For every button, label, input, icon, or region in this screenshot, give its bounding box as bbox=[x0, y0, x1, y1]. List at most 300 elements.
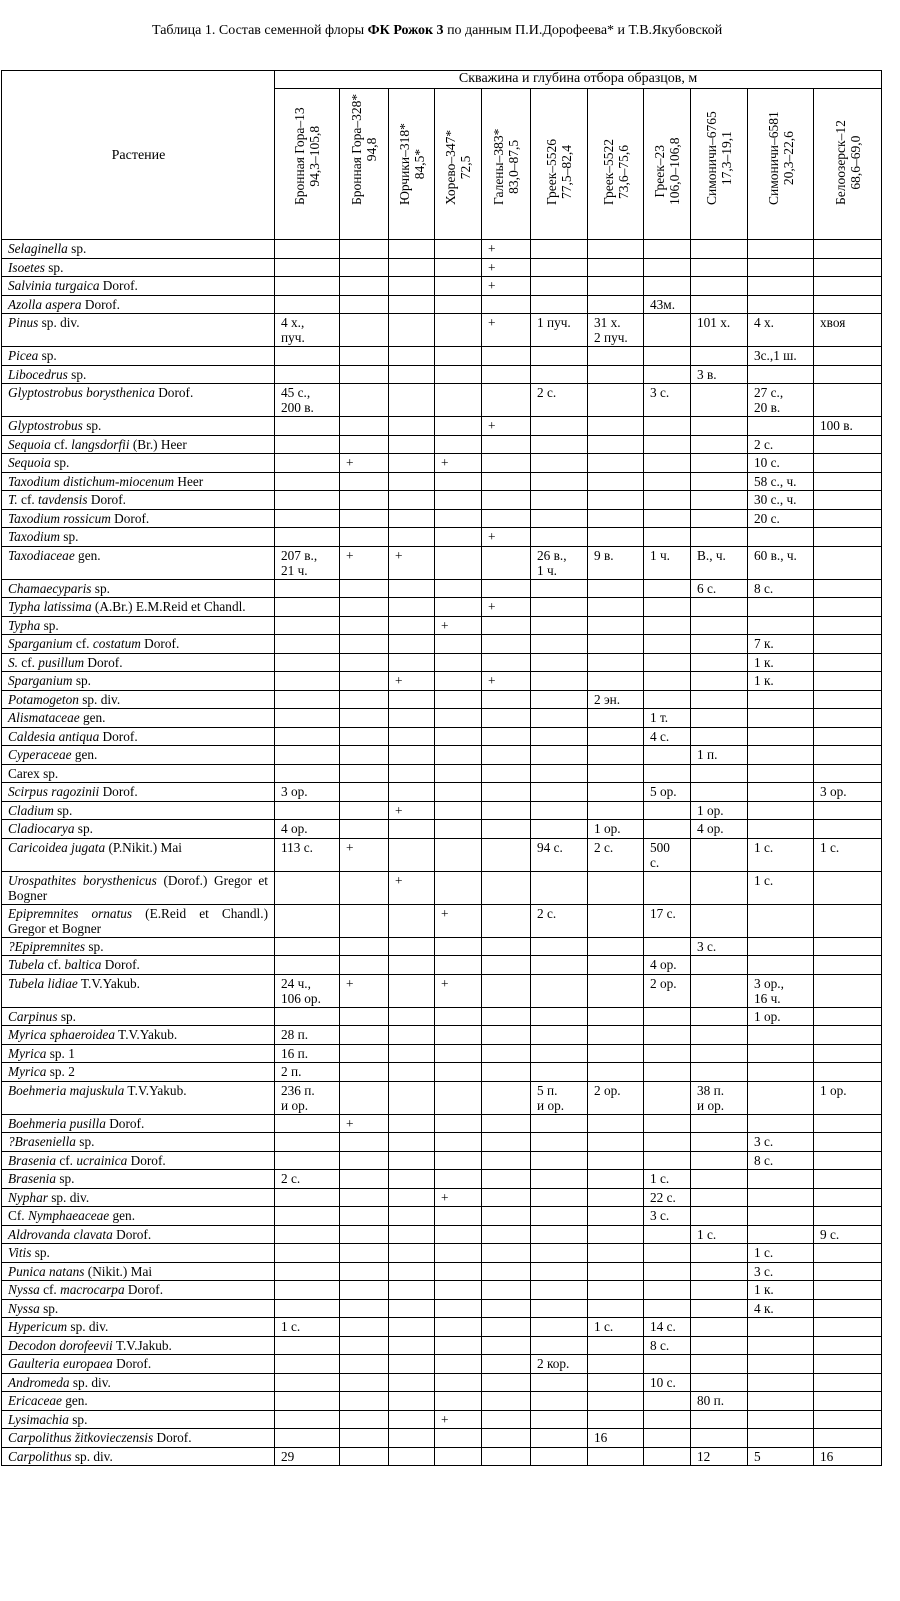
count-cell bbox=[531, 1188, 588, 1207]
count-cell bbox=[482, 690, 531, 709]
count-cell bbox=[275, 727, 340, 746]
count-cell: 4 х. bbox=[748, 314, 814, 347]
plant-name-text: Dorof. bbox=[99, 278, 138, 293]
count-cell bbox=[435, 1392, 482, 1411]
count-cell bbox=[814, 616, 882, 635]
count-cell bbox=[588, 528, 644, 547]
plant-name-italic: Aldrovanda clavata bbox=[8, 1226, 113, 1242]
count-cell bbox=[691, 709, 748, 728]
table-row bbox=[2, 598, 882, 617]
plant-name-text: Dorof. bbox=[84, 654, 123, 670]
plant-name-text: sp. bbox=[56, 1171, 75, 1186]
plant-name bbox=[2, 801, 275, 820]
plant-name-text: sp. bbox=[40, 617, 59, 633]
count-cell bbox=[748, 709, 814, 728]
count-cell bbox=[588, 672, 644, 691]
plant-name-italic: Carpinus bbox=[8, 1008, 58, 1024]
plant-name-italic: Nyphar bbox=[8, 1189, 48, 1205]
count-cell: 5 bbox=[748, 1447, 814, 1466]
count-cell: 236 п. и ор. bbox=[275, 1081, 340, 1114]
plant-name-italic: Tubela lidiae bbox=[8, 975, 78, 991]
count-cell: 1 пуч. bbox=[531, 314, 588, 347]
count-cell bbox=[389, 1170, 435, 1189]
borehole-column-header bbox=[814, 89, 882, 240]
count-cell bbox=[588, 1026, 644, 1045]
plant-name bbox=[2, 727, 275, 746]
count-cell: 9 в. bbox=[588, 546, 644, 579]
plant-name-text: Dorof. bbox=[127, 1152, 166, 1168]
count-cell bbox=[275, 598, 340, 617]
count-cell bbox=[275, 690, 340, 709]
count-cell bbox=[389, 435, 435, 454]
count-cell bbox=[340, 1063, 389, 1082]
count-cell: 10 с. bbox=[644, 1373, 691, 1392]
plant-name bbox=[2, 937, 275, 956]
count-cell bbox=[691, 295, 748, 314]
count-cell bbox=[748, 1063, 814, 1082]
count-cell bbox=[435, 1447, 482, 1466]
plant-name-italic: Carpolithus žitkovieczensis bbox=[8, 1430, 154, 1445]
plant-name bbox=[2, 1244, 275, 1263]
table-row bbox=[2, 1114, 882, 1133]
count-cell bbox=[275, 365, 340, 384]
borehole-name: Греек–5522 bbox=[600, 139, 616, 205]
count-cell bbox=[435, 1355, 482, 1374]
count-cell bbox=[588, 1114, 644, 1133]
plant-name-italic: Decodon dorofeevii bbox=[8, 1337, 113, 1353]
count-cell bbox=[748, 783, 814, 802]
plant-name bbox=[2, 240, 275, 259]
plant-name-italic: Taxodium distichum-miocenum bbox=[8, 473, 175, 489]
count-cell bbox=[435, 709, 482, 728]
count-cell: 2 с. bbox=[531, 904, 588, 937]
count-cell bbox=[588, 1151, 644, 1170]
borehole-name: Белоозерск–12 bbox=[832, 120, 848, 205]
count-cell bbox=[275, 1410, 340, 1429]
count-cell bbox=[588, 709, 644, 728]
count-cell bbox=[482, 1225, 531, 1244]
count-cell bbox=[435, 690, 482, 709]
count-cell: 8 с. bbox=[644, 1336, 691, 1355]
count-cell bbox=[588, 435, 644, 454]
count-cell: 1 т. bbox=[644, 709, 691, 728]
table-row bbox=[2, 1026, 882, 1045]
count-cell bbox=[814, 1244, 882, 1263]
count-cell bbox=[340, 1225, 389, 1244]
count-cell bbox=[644, 635, 691, 654]
count-cell bbox=[389, 690, 435, 709]
count-cell bbox=[588, 635, 644, 654]
count-cell bbox=[389, 1318, 435, 1337]
count-cell bbox=[814, 1207, 882, 1226]
plant-name-text: sp. div. bbox=[78, 691, 121, 707]
plant-name-italic: Nyssa bbox=[8, 1300, 40, 1316]
count-cell: 80 п. bbox=[691, 1392, 748, 1411]
count-cell: + bbox=[435, 616, 482, 635]
plant-name-italic: Nyssa bbox=[8, 1282, 40, 1297]
count-cell bbox=[340, 1410, 389, 1429]
count-cell: 6 с. bbox=[691, 579, 748, 598]
count-cell bbox=[814, 1299, 882, 1318]
count-cell bbox=[389, 509, 435, 528]
plant-name-text: sp. bbox=[68, 1411, 88, 1427]
count-cell bbox=[340, 435, 389, 454]
plant-name-italic: Boehmeria majuskula bbox=[8, 1082, 125, 1098]
count-cell bbox=[644, 314, 691, 347]
plant-name-italic: S. bbox=[8, 654, 18, 670]
plant-name bbox=[2, 454, 275, 473]
count-cell: 3 с. bbox=[748, 1133, 814, 1152]
count-cell bbox=[748, 417, 814, 436]
plant-name-italic: Caldesia antiqua bbox=[8, 728, 100, 744]
count-cell bbox=[814, 454, 882, 473]
count-cell bbox=[340, 314, 389, 347]
count-cell bbox=[644, 435, 691, 454]
count-cell bbox=[482, 347, 531, 366]
count-cell bbox=[482, 1336, 531, 1355]
count-cell bbox=[531, 1063, 588, 1082]
count-cell bbox=[482, 472, 531, 491]
plant-name-italic: Myrica bbox=[8, 1064, 47, 1079]
table-row bbox=[2, 1447, 882, 1466]
count-cell bbox=[340, 528, 389, 547]
plant-name-text: gen. bbox=[109, 1208, 136, 1223]
borehole-column-header bbox=[275, 89, 340, 240]
count-cell bbox=[389, 653, 435, 672]
plant-name bbox=[2, 672, 275, 691]
table-row bbox=[2, 1225, 882, 1244]
count-cell bbox=[814, 801, 882, 820]
plant-name-text: (P.Nikit.) Mai bbox=[105, 839, 182, 855]
count-cell: хвоя bbox=[814, 314, 882, 347]
count-cell bbox=[531, 690, 588, 709]
count-cell bbox=[814, 1429, 882, 1448]
borehole-column-header bbox=[588, 89, 644, 240]
count-cell bbox=[814, 1410, 882, 1429]
plant-name-italic: Chamaecyparis bbox=[8, 580, 92, 596]
plant-name-italic: Selaginella bbox=[8, 241, 68, 256]
table-row bbox=[2, 1429, 882, 1448]
table-row bbox=[2, 295, 882, 314]
count-cell bbox=[389, 1114, 435, 1133]
count-cell: 16 bbox=[814, 1447, 882, 1466]
count-cell bbox=[814, 546, 882, 579]
count-cell bbox=[531, 491, 588, 510]
count-cell bbox=[691, 1281, 748, 1300]
count-cell bbox=[275, 871, 340, 904]
plant-name bbox=[2, 347, 275, 366]
plant-name-italic: Gaulteria europaea bbox=[8, 1356, 113, 1371]
count-cell bbox=[435, 1114, 482, 1133]
count-cell bbox=[531, 1318, 588, 1337]
plant-name-italic: Libocedrus bbox=[8, 366, 68, 382]
plant-name-italic: Sparganium bbox=[8, 636, 73, 651]
count-cell: 1 п. bbox=[691, 746, 748, 765]
count-cell bbox=[531, 1114, 588, 1133]
count-cell: + bbox=[435, 1188, 482, 1207]
count-cell bbox=[389, 764, 435, 783]
table-row bbox=[2, 1410, 882, 1429]
count-cell bbox=[644, 1410, 691, 1429]
plant-name bbox=[2, 1133, 275, 1152]
count-cell bbox=[482, 1392, 531, 1411]
plant-column-header: Растение bbox=[2, 71, 275, 240]
count-cell bbox=[340, 937, 389, 956]
count-cell bbox=[275, 258, 340, 277]
count-cell bbox=[389, 727, 435, 746]
count-cell bbox=[531, 1044, 588, 1063]
borehole-column-header bbox=[691, 89, 748, 240]
count-cell bbox=[748, 1207, 814, 1226]
table-row bbox=[2, 871, 882, 904]
count-cell bbox=[588, 1447, 644, 1466]
plant-name-italic: Taxodium rossicum bbox=[8, 510, 111, 526]
count-cell bbox=[748, 1373, 814, 1392]
plant-name bbox=[2, 1188, 275, 1207]
count-cell bbox=[275, 277, 340, 296]
count-cell bbox=[389, 1336, 435, 1355]
count-cell bbox=[275, 1225, 340, 1244]
count-cell bbox=[482, 1081, 531, 1114]
count-cell: 14 с. bbox=[644, 1318, 691, 1337]
count-cell bbox=[814, 956, 882, 975]
count-cell bbox=[340, 1447, 389, 1466]
count-cell: 1 ор. bbox=[748, 1007, 814, 1026]
count-cell: 1 с. bbox=[644, 1170, 691, 1189]
count-cell bbox=[389, 1262, 435, 1281]
count-cell bbox=[691, 472, 748, 491]
count-cell: + bbox=[389, 801, 435, 820]
count-cell bbox=[644, 347, 691, 366]
count-cell bbox=[340, 1244, 389, 1263]
count-cell bbox=[531, 579, 588, 598]
count-cell bbox=[691, 1133, 748, 1152]
count-cell bbox=[389, 838, 435, 871]
table-caption bbox=[0, 20, 900, 42]
count-cell bbox=[275, 937, 340, 956]
count-cell: 113 с. bbox=[275, 838, 340, 871]
plant-name bbox=[2, 1447, 275, 1466]
borehole-column-header bbox=[748, 89, 814, 240]
count-cell bbox=[435, 746, 482, 765]
count-cell bbox=[814, 509, 882, 528]
count-cell bbox=[588, 1299, 644, 1318]
borehole-column-header bbox=[340, 89, 389, 240]
count-cell bbox=[691, 616, 748, 635]
plant-name bbox=[2, 491, 275, 510]
plant-name-text: Dorof. bbox=[101, 957, 140, 972]
count-cell bbox=[691, 690, 748, 709]
count-cell bbox=[275, 1262, 340, 1281]
count-cell bbox=[275, 1373, 340, 1392]
borehole-column-header bbox=[389, 89, 435, 240]
count-cell bbox=[482, 546, 531, 579]
count-cell bbox=[435, 956, 482, 975]
count-cell: + bbox=[389, 871, 435, 904]
plant-name-text: cf. bbox=[72, 636, 93, 651]
count-cell: 1 ч. bbox=[644, 546, 691, 579]
count-cell bbox=[435, 1026, 482, 1045]
count-cell bbox=[814, 384, 882, 417]
plant-name bbox=[2, 709, 275, 728]
count-cell: + bbox=[435, 904, 482, 937]
count-cell bbox=[389, 1026, 435, 1045]
count-cell bbox=[340, 1262, 389, 1281]
count-cell bbox=[691, 1007, 748, 1026]
count-cell bbox=[389, 417, 435, 436]
plant-name-text: sp. bbox=[75, 1134, 95, 1149]
count-cell: 3 с. bbox=[644, 1207, 691, 1226]
table-row bbox=[2, 1081, 882, 1114]
plant-name-text: sp. bbox=[39, 1300, 59, 1316]
table-row bbox=[2, 258, 882, 277]
count-cell bbox=[588, 1336, 644, 1355]
plant-name-italic: pusillum bbox=[38, 654, 85, 670]
count-cell bbox=[644, 454, 691, 473]
plant-name bbox=[2, 1281, 275, 1300]
plant-name-italic: macrocarpa bbox=[60, 1282, 125, 1297]
count-cell bbox=[482, 1299, 531, 1318]
plant-name-text: sp. bbox=[67, 366, 87, 382]
count-cell bbox=[389, 820, 435, 839]
count-cell bbox=[482, 746, 531, 765]
count-cell bbox=[389, 1207, 435, 1226]
count-cell bbox=[340, 1373, 389, 1392]
count-cell bbox=[748, 1336, 814, 1355]
count-cell bbox=[389, 1007, 435, 1026]
plant-name bbox=[2, 820, 275, 839]
table-row bbox=[2, 727, 882, 746]
count-cell: 1 к. bbox=[748, 653, 814, 672]
borehole-name: Симоничи–6765 bbox=[704, 111, 719, 205]
table-row bbox=[2, 801, 882, 820]
table-row bbox=[2, 546, 882, 579]
count-cell: + bbox=[340, 974, 389, 1007]
count-cell bbox=[531, 746, 588, 765]
plant-name-text: Dorof. bbox=[105, 1115, 145, 1131]
plant-name-text: (A.Br.) E.M.Reid et Chandl. bbox=[91, 599, 246, 614]
count-cell bbox=[435, 472, 482, 491]
count-cell bbox=[435, 546, 482, 579]
plant-name-italic: Typha bbox=[8, 617, 41, 633]
caption-prefix: Таблица 1. Состав семенной флоры bbox=[152, 23, 368, 38]
count-cell bbox=[814, 1355, 882, 1374]
plant-name bbox=[2, 417, 275, 436]
count-cell: 3 ор. bbox=[275, 783, 340, 802]
count-cell bbox=[482, 1044, 531, 1063]
count-cell bbox=[389, 746, 435, 765]
count-cell bbox=[389, 1299, 435, 1318]
count-cell bbox=[814, 240, 882, 259]
borehole-column-header bbox=[531, 89, 588, 240]
plant-name-italic: Alismataceae bbox=[8, 710, 80, 725]
plant-name-italic: Pinus bbox=[8, 315, 39, 330]
count-cell: + bbox=[340, 546, 389, 579]
count-cell bbox=[435, 764, 482, 783]
count-cell bbox=[691, 1355, 748, 1374]
plant-name-text: Dorof. bbox=[153, 1430, 192, 1445]
plant-name bbox=[2, 1318, 275, 1337]
count-cell bbox=[644, 1299, 691, 1318]
count-cell bbox=[275, 454, 340, 473]
count-cell bbox=[531, 635, 588, 654]
count-cell bbox=[531, 956, 588, 975]
count-cell bbox=[814, 653, 882, 672]
count-cell bbox=[531, 1225, 588, 1244]
count-cell: 45 с., 200 в. bbox=[275, 384, 340, 417]
count-cell bbox=[482, 1170, 531, 1189]
count-cell bbox=[691, 347, 748, 366]
count-cell bbox=[814, 904, 882, 937]
plant-name bbox=[2, 598, 275, 617]
count-cell bbox=[482, 1114, 531, 1133]
count-cell bbox=[588, 295, 644, 314]
count-cell bbox=[531, 435, 588, 454]
count-cell bbox=[275, 635, 340, 654]
count-cell bbox=[691, 871, 748, 904]
count-cell bbox=[435, 1262, 482, 1281]
count-cell bbox=[531, 727, 588, 746]
count-cell bbox=[389, 240, 435, 259]
plant-name bbox=[2, 746, 275, 765]
plant-name-italic: Picea bbox=[8, 348, 39, 363]
count-cell bbox=[340, 746, 389, 765]
count-cell bbox=[435, 838, 482, 871]
plant-name-text: cf. bbox=[17, 492, 39, 507]
plant-name-text: Dorof. bbox=[112, 1356, 152, 1371]
count-cell bbox=[531, 871, 588, 904]
count-cell bbox=[748, 1410, 814, 1429]
count-cell bbox=[531, 1170, 588, 1189]
plant-name-text: Dorof. bbox=[99, 728, 138, 744]
borehole-depth: 94,8 bbox=[364, 137, 379, 162]
count-cell bbox=[340, 1336, 389, 1355]
count-cell: 1 с. bbox=[588, 1318, 644, 1337]
count-cell bbox=[482, 709, 531, 728]
count-cell: 28 п. bbox=[275, 1026, 340, 1045]
table-row bbox=[2, 384, 882, 417]
count-cell bbox=[748, 746, 814, 765]
count-cell bbox=[482, 1188, 531, 1207]
count-cell bbox=[644, 598, 691, 617]
count-cell bbox=[588, 258, 644, 277]
count-cell bbox=[691, 727, 748, 746]
plant-name-italic: Sequoia bbox=[8, 455, 51, 470]
count-cell bbox=[275, 801, 340, 820]
count-cell bbox=[748, 258, 814, 277]
count-cell bbox=[340, 709, 389, 728]
count-cell bbox=[691, 904, 748, 937]
count-cell: 24 ч., 106 ор. bbox=[275, 974, 340, 1007]
count-cell bbox=[482, 937, 531, 956]
plant-name bbox=[2, 690, 275, 709]
count-cell bbox=[748, 801, 814, 820]
plant-name bbox=[2, 314, 275, 347]
count-cell bbox=[531, 528, 588, 547]
count-cell: 16 bbox=[588, 1429, 644, 1448]
count-cell bbox=[644, 365, 691, 384]
count-cell bbox=[482, 974, 531, 1007]
count-cell bbox=[814, 974, 882, 1007]
count-cell bbox=[531, 454, 588, 473]
count-cell bbox=[691, 528, 748, 547]
count-cell bbox=[644, 690, 691, 709]
count-cell: 101 х. bbox=[691, 314, 748, 347]
count-cell bbox=[482, 727, 531, 746]
count-cell bbox=[691, 1026, 748, 1045]
count-cell bbox=[588, 347, 644, 366]
count-cell: 2 ор. bbox=[588, 1081, 644, 1114]
